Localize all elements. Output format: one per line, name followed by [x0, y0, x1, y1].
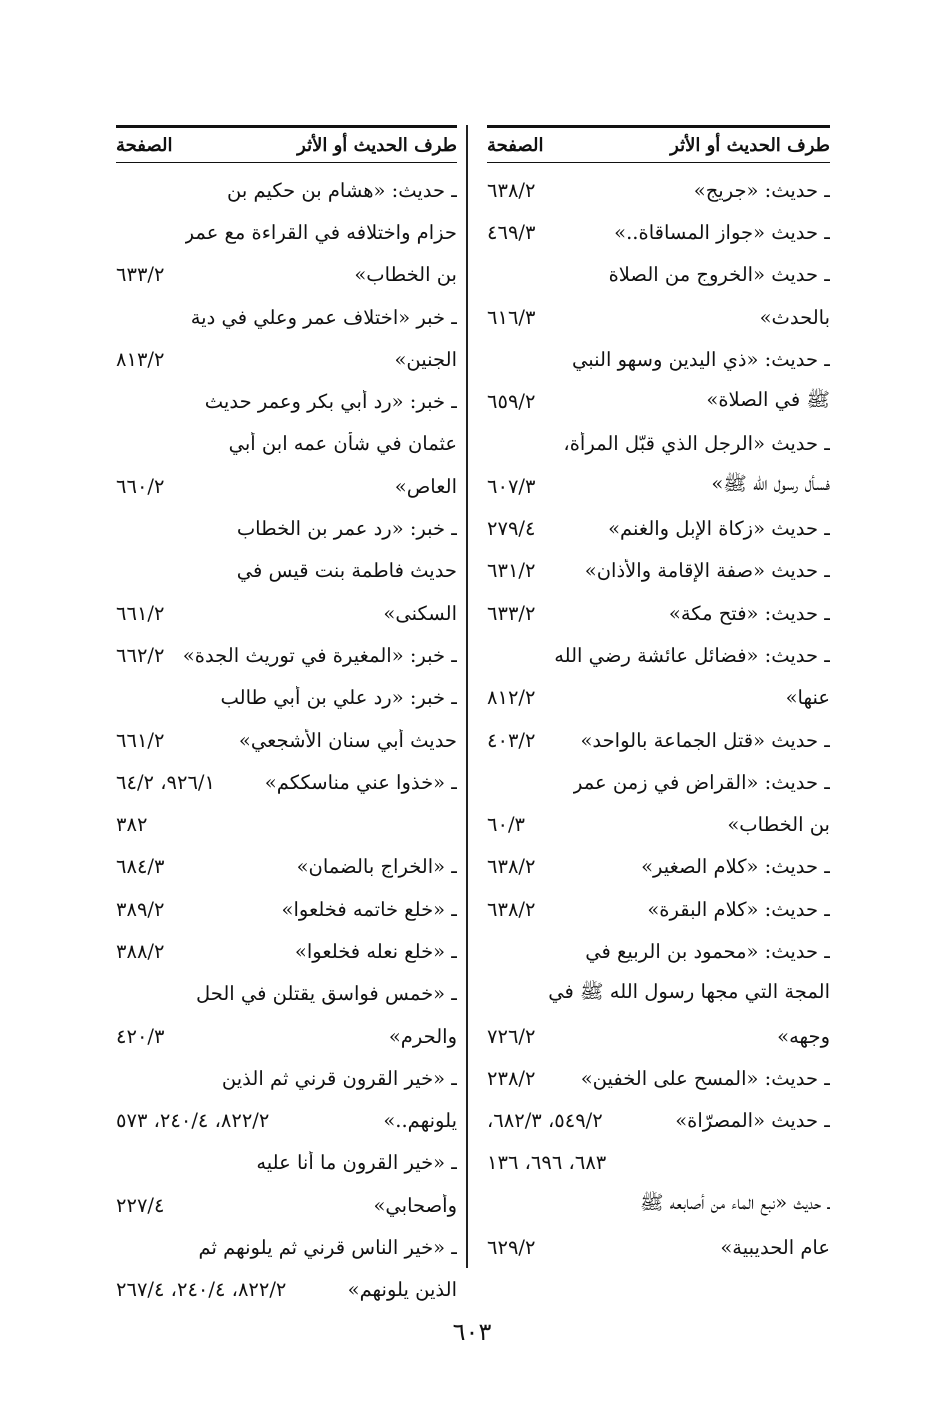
- index-entry: [116, 1057, 457, 1099]
- header-page-label: الصفحة: [487, 134, 544, 156]
- entry-page-ref: ٦٨٤/٣: [116, 855, 165, 879]
- entry-page-ref: ٤٦٩/٣: [487, 220, 536, 244]
- entry-text: ـ حديث: «كلام الصغير»: [641, 855, 830, 879]
- index-entry: [487, 296, 830, 338]
- entry-page-ref: ٨١٢/٢: [487, 686, 536, 710]
- index-entry: [487, 550, 830, 592]
- entry-text: ـ حديث: «فضائل عائشة رضي الله: [554, 643, 830, 667]
- entry-page-ref: ٩٢٦/١، ٦٤/٢: [116, 770, 215, 794]
- index-entry: [487, 338, 830, 380]
- index-entry: [116, 507, 457, 549]
- column-header: [487, 125, 830, 163]
- entry-page-ref: ٦٦٠/٢: [116, 474, 165, 498]
- entry-text: ـ «خذوا عني مناسككم»: [264, 770, 457, 794]
- entry-page-ref: ٥٤٩/٢، ٦٨٢/٣،: [487, 1109, 603, 1133]
- entry-text: عثمان في شأن عمه ابن أبي: [228, 432, 457, 456]
- entry-page-ref: ٢٧٩/٤: [487, 517, 536, 541]
- index-entry: [487, 1015, 830, 1057]
- index-entry: [487, 507, 830, 549]
- entry-page-ref: ٧٢٦/٢: [487, 1024, 536, 1048]
- index-entry: [487, 380, 830, 422]
- left-index-column: [116, 125, 457, 1311]
- entry-text: ـ «خير القرون ما أنا عليه: [256, 1151, 457, 1175]
- index-entry: [116, 550, 457, 592]
- index-entry: [487, 888, 830, 930]
- header-page-label: الصفحة: [116, 134, 173, 156]
- index-entry: [487, 634, 830, 676]
- entry-text: يلونهم..»: [383, 1109, 457, 1133]
- index-entry: [116, 465, 457, 507]
- entry-text: ـ خبر: «رد علي بن أبي طالب: [220, 686, 457, 710]
- entry-page-ref: ٢٢٧/٤: [116, 1193, 165, 1217]
- index-entry: [116, 423, 457, 465]
- page-number: ٦٠٣: [452, 1318, 492, 1346]
- entry-text: ـ حديث: «المسح على الخفين»: [580, 1066, 830, 1090]
- entry-text: ـ حديث «الرجل الذي قبّل المرأة،: [563, 432, 830, 456]
- entry-text: المجة التي مجها رسول الله ﷺ في: [548, 979, 830, 1003]
- index-entry: [116, 380, 457, 422]
- column-header: [116, 125, 457, 163]
- index-entry: [487, 973, 830, 1015]
- entry-page-ref: ٦٣١/٢: [487, 559, 536, 583]
- entry-text: ـ حديث «قتل الجماعة بالواحد»: [580, 728, 830, 752]
- entry-page-ref: ٢٣٨/٢: [487, 1066, 536, 1090]
- entry-text: العاص»: [394, 474, 457, 498]
- entry-page-ref: ٦٦١/٢: [116, 728, 165, 752]
- entry-page-ref: ٨٢٢/٢، ٢٤٠/٤، ٢٦٧/٤: [116, 1278, 287, 1302]
- entry-text: والحرم»: [388, 1024, 457, 1048]
- entry-text: حزام واختلافه في القراءة مع عمر: [184, 220, 457, 244]
- entry-text: بن الخطاب»: [727, 813, 830, 837]
- entry-text: ـ حديث «جواز المساقاة..»: [614, 220, 830, 244]
- entry-text: ﷺ في الصلاة»: [706, 387, 830, 411]
- index-entry: [487, 803, 830, 845]
- entry-text: عام الحديبية»: [720, 1236, 830, 1260]
- entry-page-ref: ٣٨٢: [116, 813, 148, 837]
- header-title: طرف الحديث أو الأثر: [297, 134, 457, 156]
- index-entry: [487, 1142, 830, 1184]
- entry-page-ref: ٦٣٨/٢: [487, 855, 536, 879]
- entry-text: الجنين»: [394, 347, 457, 371]
- index-entry: [487, 1057, 830, 1099]
- index-entry: [487, 423, 830, 465]
- entry-page-ref: ٦٦١/٢: [116, 601, 165, 625]
- index-entry: [116, 1226, 457, 1268]
- entry-page-ref: ٦٣٨/٢: [487, 178, 536, 202]
- entry-text: ـ حديث «المصرّاة»: [675, 1109, 830, 1133]
- index-entry: [487, 211, 830, 253]
- entry-text: السكنى»: [383, 601, 457, 625]
- entry-text: ـ حديث «صفة الإقامة والأذان»: [584, 559, 830, 583]
- entry-page-ref: ٦٥٩/٢: [487, 390, 536, 414]
- entry-text: ـ حديث: «كلام البقرة»: [647, 897, 830, 921]
- index-entry: [487, 169, 830, 211]
- entry-page-ref: ٤٢٠/٣: [116, 1024, 165, 1048]
- index-entry: [487, 592, 830, 634]
- header-title: طرف الحديث أو الأثر: [670, 134, 830, 156]
- entry-text: ـ حديث: «جريج»: [693, 178, 830, 202]
- entry-text: وجهه»: [777, 1024, 830, 1048]
- index-entry: [116, 930, 457, 972]
- entry-text: حديث فاطمة بنت قيس في: [236, 559, 457, 583]
- index-entry: [487, 930, 830, 972]
- entry-text: ـ خبر: «رد أبي بكر وعمر حديث: [204, 390, 457, 414]
- entry-text: ـ حديث: «محمود بن الربيع في: [585, 939, 830, 963]
- entry-text: ـ حديث: «فتح مكة»: [668, 601, 830, 625]
- entry-text: ـ «خمس فواسق يقتلن في الحل: [195, 982, 457, 1006]
- entry-text: حديث أبي سنان الأشجعي»: [238, 728, 457, 752]
- entry-page-ref: ٦٣٨/٢: [487, 897, 536, 921]
- entry-text: ـ «خلع نعله فخلعوا»: [294, 939, 457, 963]
- entry-text: وأصحابي»: [373, 1193, 457, 1217]
- index-entry: [116, 677, 457, 719]
- index-entry: [487, 465, 830, 507]
- index-rows: [116, 169, 457, 1311]
- entry-text: فسأل رسول الله ﷺ»: [711, 472, 830, 496]
- index-entry: [116, 1142, 457, 1184]
- entry-text: ـ «الخراج بالضمان»: [296, 855, 457, 879]
- index-entry: [116, 1184, 457, 1226]
- index-entry: [116, 761, 457, 803]
- index-entry: [487, 254, 830, 296]
- index-entry: [116, 846, 457, 888]
- entry-text: ـ حديث «نبع الماء من أصابعه ﷺ: [639, 1191, 830, 1215]
- index-entry: [116, 169, 457, 211]
- entry-text: ـ «خير الناس قرني ثم يلونهم ثم: [198, 1236, 457, 1260]
- index-entry: [487, 1184, 830, 1226]
- entry-text: بالحدث»: [759, 305, 830, 329]
- index-entry: [487, 1226, 830, 1268]
- entry-text: ـ حديث: «هشام بن حكيم بن: [227, 178, 457, 202]
- entry-page-ref: ٦٢٩/٢: [487, 1236, 536, 1260]
- entry-text: ـ خبر: «المغيرة في توريث الجدة»: [182, 643, 457, 667]
- entry-page-ref: ٣٨٩/٢: [116, 897, 165, 921]
- entry-page-ref: ٣٨٨/٢: [116, 939, 165, 963]
- index-entry: [487, 846, 830, 888]
- index-entry: [116, 211, 457, 253]
- index-entry: [116, 592, 457, 634]
- entry-text: ـ حديث «الخروج من الصلاة: [608, 263, 830, 287]
- index-entry: [116, 888, 457, 930]
- entry-page-ref: ٦٣٣/٢: [487, 601, 536, 625]
- entry-page-ref: ٤٠٣/٢: [487, 728, 536, 752]
- index-entry: [116, 634, 457, 676]
- entry-text: الذين يلونهم»: [347, 1278, 457, 1302]
- entry-page-ref: ٦٠٧/٣: [487, 474, 536, 498]
- index-entry: [116, 254, 457, 296]
- entry-page-ref: ٨٢٢/٢، ٢٤٠/٤، ٥٧٣: [116, 1109, 270, 1133]
- entry-text: ـ «خير القرون قرني ثم الذين: [221, 1066, 457, 1090]
- column-divider: [466, 125, 468, 1268]
- index-entry: [116, 1015, 457, 1057]
- index-entry: [487, 677, 830, 719]
- index-entry: [487, 761, 830, 803]
- index-entry: [116, 296, 457, 338]
- entry-text: عنها»: [785, 686, 830, 710]
- entry-text: ـ «خلع خاتمه فخلعوا»: [281, 897, 457, 921]
- index-entry: [116, 719, 457, 761]
- index-entry: [116, 338, 457, 380]
- entry-page-ref: ٦١٦/٣: [487, 305, 536, 329]
- entry-text: ـ خبر «اختلاف عمر وعلي في دية: [190, 305, 457, 329]
- entry-text: ـ حديث «زكاة الإبل والغنم»: [608, 517, 830, 541]
- index-entry: [116, 1269, 457, 1311]
- entry-page-ref: ٨١٣/٢: [116, 347, 165, 371]
- index-entry: [487, 719, 830, 761]
- right-index-column: [487, 125, 830, 1269]
- entry-page-ref: ٦٨٣، ٦٩٦، ١٣٦: [487, 1151, 607, 1175]
- index-rows: [487, 169, 830, 1269]
- index-entry: [116, 803, 457, 845]
- entry-page-ref: ٦٠/٣: [487, 813, 525, 837]
- index-entry: [116, 1100, 457, 1142]
- entry-page-ref: ٦٦٢/٢: [116, 643, 165, 667]
- entry-page-ref: ٦٣٣/٢: [116, 263, 165, 287]
- index-entry: [487, 1100, 830, 1142]
- index-entry: [116, 973, 457, 1015]
- entry-text: ـ خبر: «رد عمر بن الخطاب: [236, 517, 457, 541]
- entry-text: ـ حديث: «ذي اليدين وسهو النبي: [572, 347, 830, 371]
- entry-text: بن الخطاب»: [354, 263, 457, 287]
- entry-text: ـ حديث: «القراض في زمن عمر: [573, 770, 830, 794]
